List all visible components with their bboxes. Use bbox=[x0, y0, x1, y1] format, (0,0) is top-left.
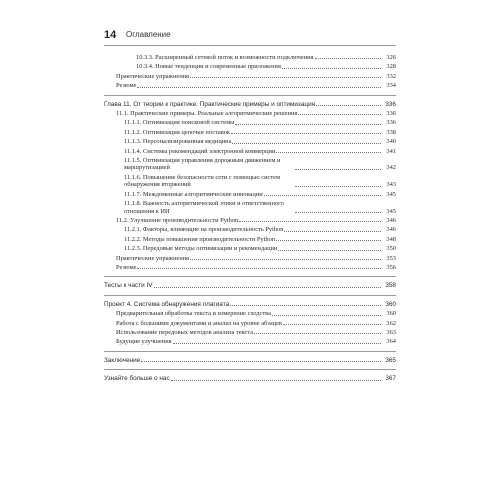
dot-leader bbox=[264, 195, 381, 196]
toc-entry-page: 326 bbox=[386, 54, 396, 61]
page-header bbox=[104, 29, 396, 46]
toc-entry-page: 332 bbox=[386, 72, 396, 80]
toc-entry-text: Тесты к части IV bbox=[104, 282, 153, 290]
toc-entry-page: 336 bbox=[385, 100, 396, 108]
toc-entry-text: 11.2.3. Передовые методы оптимизации и рекомендации bbox=[124, 245, 278, 253]
toc-entry-large-documents[interactable] bbox=[104, 320, 396, 327]
dot-leader bbox=[315, 58, 381, 59]
toc-entry-11-1-2[interactable] bbox=[104, 129, 396, 136]
toc-entry-11-1-1[interactable] bbox=[104, 119, 396, 126]
toc-entry-text: 11.2.2. Методы повышения производительности Python bbox=[124, 235, 275, 243]
toc-entry-11-2-3[interactable] bbox=[104, 245, 396, 252]
toc-entry-page: 345 bbox=[386, 190, 396, 198]
toc-entry-text: Заключение bbox=[104, 356, 141, 364]
toc-entry-11-2-1[interactable] bbox=[104, 226, 396, 233]
dot-leader bbox=[190, 259, 381, 260]
dot-leader bbox=[154, 287, 381, 288]
toc-entry-page: 364 bbox=[386, 338, 396, 346]
toc-entry-text: 10.3.4. Новые тенденции и современные приложения bbox=[136, 63, 281, 71]
toc-entry-page: 346 bbox=[386, 226, 396, 234]
toc-entry-page: 338 bbox=[386, 128, 396, 136]
dot-leader bbox=[137, 268, 381, 269]
page-number: 14 bbox=[104, 29, 117, 41]
toc-entry-text: 11.1.5. Оптимизация управления дорожным движением и маршрутизацией bbox=[124, 157, 281, 172]
toc-entry-text: Узнайте больше о нас bbox=[104, 375, 170, 383]
toc-entry-11-1-6[interactable] bbox=[104, 174, 396, 189]
toc-entry-text: 10.3.3. Расширенный сетевой поток и возможности подключения bbox=[136, 54, 314, 61]
toc-entry-text: 11.1. Практические примеры. Реальные алгоритмические решения bbox=[116, 110, 298, 118]
toc-entry-page: 334 bbox=[386, 82, 396, 90]
toc-entry-preprocessing[interactable] bbox=[104, 310, 396, 317]
toc-entry-exercises-10[interactable] bbox=[104, 73, 396, 80]
toc-entry-text: Глава 11. От теории к практике. Практические примеры и оптимизация bbox=[104, 100, 316, 108]
dot-leader bbox=[254, 333, 381, 334]
toc-entry-page: 362 bbox=[386, 319, 396, 327]
dot-leader bbox=[295, 186, 381, 187]
toc-entry-about-us[interactable] bbox=[104, 375, 396, 382]
dot-leader bbox=[235, 124, 381, 125]
toc-entry-page: 367 bbox=[385, 375, 396, 383]
section-divider bbox=[104, 295, 396, 296]
toc-entry-summary-11[interactable] bbox=[104, 264, 396, 271]
toc-entry-11-2[interactable] bbox=[104, 217, 396, 224]
toc-entry-11-1-7[interactable] bbox=[104, 191, 396, 198]
toc-entry-page: 358 bbox=[385, 282, 396, 290]
toc-entry-advanced-methods[interactable] bbox=[104, 329, 396, 336]
toc-entry-page: 342 bbox=[386, 164, 396, 172]
toc-entry-page: 343 bbox=[386, 181, 396, 189]
section-divider bbox=[104, 276, 396, 277]
toc-entry-text: 11.1.7. Междоменные алгоритмические инновации bbox=[124, 190, 263, 198]
toc-entry-text: 11.1.1. Оптимизация поисковой системы bbox=[124, 119, 235, 127]
toc-entry-text: 11.1.4. Системы рекомендаций электронной коммерции bbox=[124, 147, 276, 155]
dot-leader bbox=[295, 169, 381, 170]
toc-entry-text: 11.1.6. Повышение безопасности сети с помощью систем обнаружения вторжений bbox=[124, 173, 281, 189]
dot-leader bbox=[283, 324, 381, 325]
dot-leader bbox=[276, 240, 381, 241]
dot-leader bbox=[284, 231, 381, 232]
toc-entry-page: 363 bbox=[386, 328, 396, 336]
toc-entry-text: Предварительная обработка текста и измерение сходства bbox=[116, 310, 271, 318]
toc-entry-text: Будущие улучшения bbox=[116, 338, 172, 346]
toc-entry-text: 11.1.8. Важность алгоритмической этики и ответственного отношения к ИИ bbox=[124, 200, 284, 215]
dot-leader bbox=[272, 315, 381, 316]
toc-entry-11-1-8[interactable] bbox=[104, 200, 396, 215]
toc-entry-text: 11.1.3. Персонализированная медицина bbox=[124, 138, 232, 146]
dot-leader bbox=[298, 114, 381, 115]
toc-entry-page: 340 bbox=[386, 138, 396, 146]
toc-entry-exercises-11[interactable] bbox=[104, 255, 396, 262]
toc-entry-conclusion[interactable] bbox=[104, 357, 396, 364]
toc-entry-page: 350 bbox=[386, 245, 396, 253]
toc-entry-text: Резюме bbox=[116, 82, 137, 90]
toc-entry-text: 11.2. Улучшение производительности Python bbox=[116, 216, 239, 224]
toc-entry-page: 353 bbox=[386, 254, 396, 262]
toc-entry-page: 348 bbox=[386, 235, 396, 243]
toc-entry-11-1-5[interactable] bbox=[104, 157, 396, 172]
page-header-title: Оглавление bbox=[126, 30, 171, 39]
toc-entry-11-2-2[interactable] bbox=[104, 236, 396, 243]
dot-leader bbox=[141, 361, 381, 362]
dot-leader bbox=[276, 152, 381, 153]
toc-entry-text: Практические упражнения bbox=[116, 72, 189, 80]
toc-entry-chapter-11[interactable] bbox=[104, 101, 396, 108]
dot-leader bbox=[278, 250, 381, 251]
dot-leader bbox=[190, 77, 381, 78]
toc-entry-10-3-3[interactable] bbox=[104, 54, 396, 61]
toc-entry-text: Использование передовых методов анализа текста bbox=[116, 328, 254, 336]
section-divider bbox=[104, 95, 396, 96]
toc-entry-text: Резюме bbox=[116, 263, 137, 271]
toc-entry-page: 365 bbox=[385, 356, 396, 364]
dot-leader bbox=[173, 343, 381, 344]
toc-entry-page: 360 bbox=[385, 300, 396, 308]
dot-leader bbox=[171, 380, 381, 381]
toc-entry-11-1[interactable] bbox=[104, 110, 396, 117]
toc-entry-page: 336 bbox=[386, 119, 396, 127]
dot-leader bbox=[239, 221, 381, 222]
toc-entry-text: 11.2.1. Факторы, влияющие на производительность Python bbox=[124, 226, 284, 234]
toc-entry-10-3-4[interactable] bbox=[104, 63, 396, 70]
toc-entry-text: 11.1.2. Оптимизация цепочки поставок bbox=[124, 128, 231, 136]
dot-leader bbox=[137, 87, 381, 88]
toc-entry-project-4[interactable] bbox=[104, 301, 396, 308]
section-divider bbox=[104, 369, 396, 370]
toc-entry-page: 341 bbox=[386, 147, 396, 155]
dot-leader bbox=[282, 68, 381, 69]
toc-entry-summary-10[interactable] bbox=[104, 82, 396, 89]
toc-entry-text: Проект 4. Система обнаружения плагиата bbox=[104, 300, 230, 308]
dot-leader bbox=[232, 143, 381, 144]
toc-entry-text: Работа с большими документами и анализ на уровне абзацев bbox=[116, 319, 282, 327]
dot-leader bbox=[231, 133, 381, 134]
toc-entry-11-1-3[interactable] bbox=[104, 138, 396, 145]
toc-entry-text: Практические упражнения bbox=[116, 254, 189, 262]
toc-entry-page: 345 bbox=[386, 207, 396, 215]
table-of-contents bbox=[104, 54, 396, 385]
toc-entry-page: 336 bbox=[386, 110, 396, 118]
toc-entry-page: 346 bbox=[386, 216, 396, 224]
toc-entry-future-improvements[interactable] bbox=[104, 338, 396, 345]
toc-entry-page: 356 bbox=[386, 263, 396, 271]
toc-entry-page: 328 bbox=[386, 63, 396, 71]
toc-entry-tests-part-4[interactable] bbox=[104, 282, 396, 289]
toc-entry-page: 360 bbox=[386, 310, 396, 318]
dot-leader bbox=[295, 212, 381, 213]
dot-leader bbox=[230, 305, 381, 306]
dot-leader bbox=[316, 105, 381, 106]
toc-entry-11-1-4[interactable] bbox=[104, 148, 396, 155]
section-divider bbox=[104, 351, 396, 352]
